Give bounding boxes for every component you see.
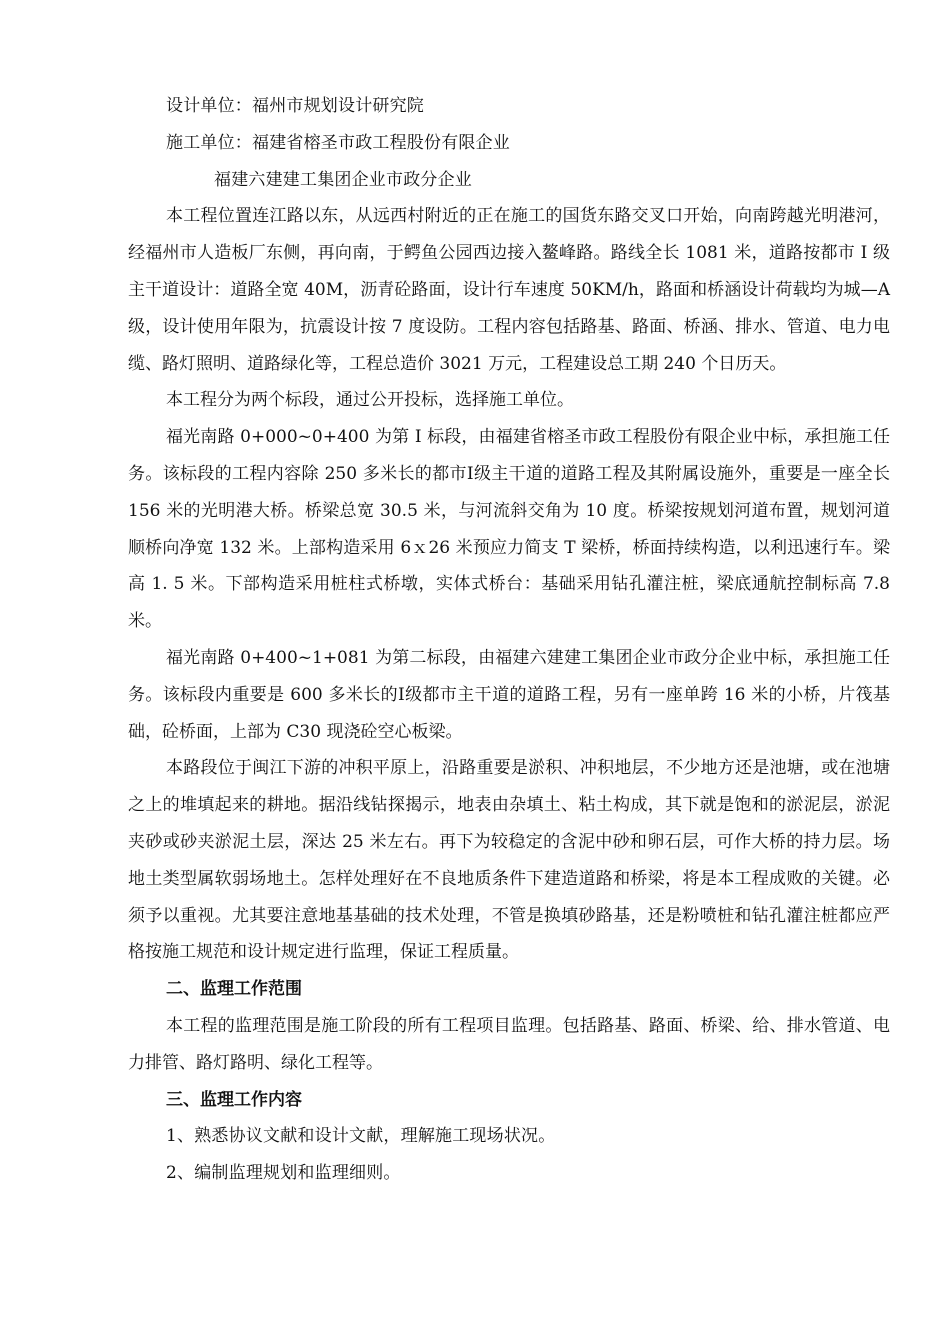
list-item: 1、熟悉协议文献和设计文献，理解施工现场状况。 bbox=[166, 1126, 556, 1147]
construction-unit-line-2: 福建六建建工集团企业市政分企业 bbox=[214, 169, 472, 190]
construction-unit-line: 施工单位：福建省榕圣市政工程股份有限企业 bbox=[166, 132, 510, 153]
list-item: 2、编制监理规划和监理细则。 bbox=[166, 1163, 401, 1184]
section-two-paragraph: 福光南路 0+400~1+081 为第二标段，由福建六建建工集团企业市政分企业中标，承担施工任务。该标段内重要是 600 多米长的Ⅰ级都市主干道的道路工程，另有一座单跨 16 米的小桥，片筏基础，砼桥面，上部为 C30 现浇砼空心板梁。 bbox=[128, 647, 890, 742]
section-one-paragraph: 福光南路 0+000~0+400 为第 I 标段，由福建省榕圣市政工程股份有限企业中标，承担施工任务。该标段的工程内容除 250 多米长的都市Ⅰ级主干道的道路工程及其附属设施外，重要是一座全长 156 米的光明港大桥。桥梁总宽 30.5 米，与河流斜交角为 10 度。桥梁按规划河道布置，规划河道顺桥向净宽 132 米。上部构造采用 6ｘ26 米预应力简支 T 梁桥，桥面持续构造，以利迅速行车。梁高 1. 5 米。下部构造采用桩柱式桥墩，实体式桥台：基础采用钻孔灌注桩，梁底通航控制标高 7.8 米。 bbox=[128, 427, 890, 632]
supervision-scope-paragraph: 本工程的监理范围是施工阶段的所有工程项目监理。包括路基、路面、桥梁、给、排水管道、电力排管、路灯路明、绿化工程等。 bbox=[128, 1015, 890, 1073]
supervision-content-heading: 三、监理工作内容 bbox=[166, 1089, 302, 1110]
supervision-scope-heading: 二、监理工作范围 bbox=[166, 979, 302, 1000]
document-body bbox=[128, 88, 890, 1192]
project-overview-paragraph: 本工程位置连江路以东，从远西村附近的正在施工的国货东路交叉口开始，向南跨越光明港河，经福州市人造板厂东侧，再向南，于鳄鱼公园西边接入鳌峰路。路线全长 1081 米，道路按都市 I 级主干道设计：道路全宽 40M，沥青砼路面，设计行车速度 50KM/h，路面和桥涵设计荷载均为城—A 级，设计使用年限为，抗震设计按 7 度设防。工程内容包括路基、路面、桥涵、排水、管道、电力电缆、路灯照明、道路绿化等，工程总造价 3021 万元，工程建设总工期 240 个日历天。 bbox=[128, 206, 890, 374]
bid-sections-paragraph: 本工程分为两个标段，通过公开投标，选择施工单位。 bbox=[166, 390, 574, 411]
design-unit-line: 设计单位：福州市规划设计研究院 bbox=[166, 96, 424, 116]
geology-paragraph: 本路段位于闽江下游的冲积平原上，沿路重要是淤积、冲积地层，不少地方还是池塘，或在池塘之上的堆填起来的耕地。据沿线钻探揭示，地表由杂填土、粘土构成，其下就是饱和的淤泥层，淤泥夹砂或砂夹淤泥土层，深达 25 米左右。再下为较稳定的含泥中砂和卵石层，可作大桥的持力层。场地土类型属软弱场地土。怎样处理好在不良地质条件下建造道路和桥梁，将是本工程成败的关键。必须予以重视。尤其要注意地基基础的技术处理，不管是换填砂路基，还是粉喷桩和钻孔灌注桩都应严格按施工规范和设计规定进行监理，保证工程质量。 bbox=[128, 758, 890, 963]
